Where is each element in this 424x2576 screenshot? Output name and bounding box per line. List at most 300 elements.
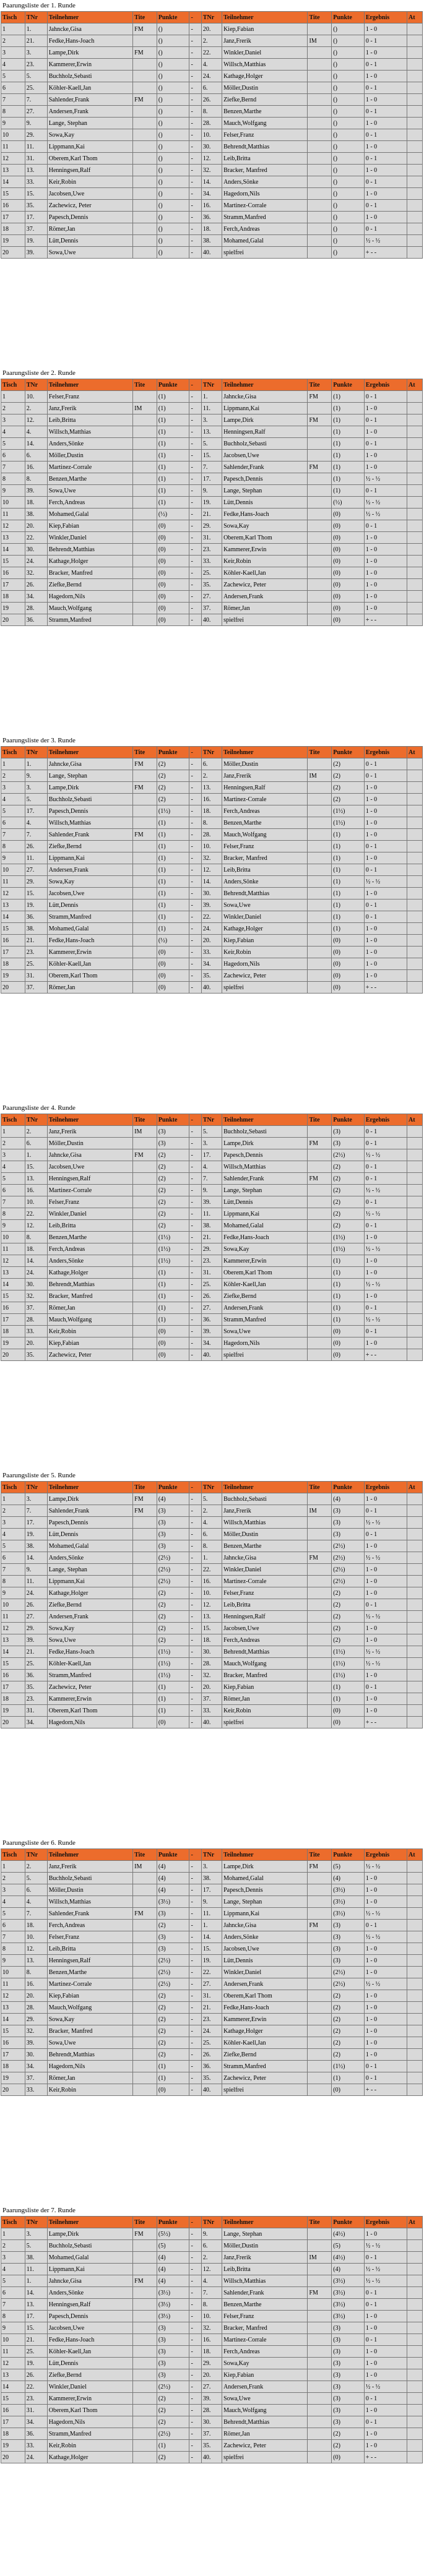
cell-points-white: (3½) (157, 2311, 189, 2322)
cell-points-white: (4) (157, 1873, 189, 1884)
table-row (1, 1576, 423, 1587)
cell-result: 1 - 0 (364, 2002, 407, 2014)
cell-tnr-black: 6. (201, 758, 222, 770)
cell-player-black: Keir,Robin (222, 947, 308, 958)
cell-at (407, 1576, 423, 1587)
cell-points-white: (2) (157, 2002, 189, 2014)
cell-points-black: (3) (332, 2381, 365, 2393)
cell-title-black (308, 591, 332, 603)
cell-at (407, 782, 423, 794)
cell-points-white: (1½) (157, 1255, 189, 1267)
cell-at (407, 1126, 423, 1138)
cell-result: 1 - 0 (364, 1705, 407, 1717)
cell-player-white: Willsch,Matthias (47, 817, 132, 829)
cell-player-black: Kiep,Fabian (222, 935, 308, 947)
cell-player-black: Möller,Dustin (222, 1529, 308, 1540)
cell-player-black: Sowa,Uwe (222, 1326, 308, 1337)
cell-tnr-black: 7. (201, 462, 222, 473)
cell-player-black: Stramm,Manfred (222, 212, 308, 223)
cell-title-white (133, 947, 157, 958)
column-header-points-white: Punkte (157, 379, 189, 391)
cell-separator: - (189, 1267, 201, 1279)
cell-player-white: Hagedorn,Nils (47, 591, 132, 603)
cell-at (407, 497, 423, 509)
cell-tnr-black: 3. (201, 1138, 222, 1149)
cell-title-white (133, 2061, 157, 2072)
cell-title-black (308, 176, 332, 188)
cell-points-white: (2) (157, 770, 189, 782)
cell-tisch: 1 (1, 2228, 25, 2240)
cell-tnr-white: 36. (25, 614, 47, 626)
cell-title-white (133, 165, 157, 176)
cell-at (407, 1931, 423, 1943)
cell-at (407, 841, 423, 852)
cell-title-black (308, 2264, 332, 2275)
cell-result: 1 - 0 (364, 2428, 407, 2440)
cell-points-white: (2) (157, 2049, 189, 2061)
cell-title-white (133, 1978, 157, 1990)
column-header-player-white: Teilnehmer (47, 1114, 132, 1126)
table-row (1, 24, 423, 35)
column-header-points-black: Punkte (332, 1482, 365, 1493)
cell-tisch: 16 (1, 1302, 25, 1314)
cell-points-black: (4) (332, 1873, 365, 1884)
cell-result: 1 - 0 (364, 1337, 407, 1349)
cell-player-white: Keir,Robin (47, 1326, 132, 1337)
cell-player-black: Sowa,Uwe (222, 2393, 308, 2405)
cell-tnr-black: 1. (201, 391, 222, 403)
cell-tnr-white: 26. (25, 841, 47, 852)
cell-points-black: (3½) (332, 2287, 365, 2299)
cell-player-white: Sowa,Uwe (47, 485, 132, 497)
cell-points-white: (2) (157, 782, 189, 794)
column-header-title-white: Tite (133, 2217, 157, 2228)
round-section (1, 1470, 424, 1837)
cell-tnr-white: 17. (25, 212, 47, 223)
cell-player-white: Bracker, Manfred (47, 567, 132, 579)
cell-tnr-white: 31. (25, 1705, 47, 1717)
cell-player-black: Felser,Franz (222, 2311, 308, 2322)
cell-player-black: Anders,Sönke (222, 176, 308, 188)
cell-points-black: (1½) (332, 2061, 365, 2072)
cell-points-black: (1½) (332, 1243, 365, 1255)
cell-points-white: (0) (157, 2084, 189, 2096)
cell-tnr-black: 26. (201, 1290, 222, 1302)
cell-tisch: 5 (1, 438, 25, 450)
cell-result: ½ - ½ (364, 1861, 407, 1873)
round-section (1, 0, 424, 367)
cell-at (407, 2287, 423, 2299)
cell-separator: - (189, 1126, 201, 1138)
cell-result: 1 - 0 (364, 462, 407, 473)
cell-tnr-black: 40. (201, 1717, 222, 1728)
cell-separator: - (189, 911, 201, 923)
cell-result: 0 - 1 (364, 2416, 407, 2428)
cell-points-black: (1) (332, 485, 365, 497)
cell-result: 0 - 1 (364, 1920, 407, 1931)
cell-player-white: Andersen,Frank (47, 864, 132, 876)
cell-title-black (308, 2393, 332, 2405)
cell-points-white: () (157, 47, 189, 59)
cell-tnr-black: 38. (201, 1873, 222, 1884)
table-row (1, 2452, 423, 2463)
cell-result: 1 - 0 (364, 782, 407, 794)
cell-points-black: (½) (332, 497, 365, 509)
cell-tnr-white: 14. (25, 1552, 47, 1564)
header-row (1, 2217, 423, 2228)
cell-tisch: 15 (1, 1658, 25, 1670)
cell-tisch: 4 (1, 2264, 25, 2275)
cell-points-white: (4) (157, 1861, 189, 1873)
cell-points-black: (1) (332, 1693, 365, 1705)
cell-result: 1 - 0 (364, 118, 407, 129)
cell-result: ½ - ½ (364, 235, 407, 247)
cell-tnr-white: 18. (25, 1243, 47, 1255)
cell-tnr-black: 27. (201, 1978, 222, 1990)
cell-tnr-black: 29. (201, 520, 222, 532)
cell-title-black (308, 1314, 332, 1326)
cell-title-black (308, 782, 332, 794)
table-row (1, 923, 423, 935)
cell-player-black: Ziefke,Bernd (222, 1290, 308, 1302)
cell-player-white: Kathage,Holger (47, 556, 132, 567)
cell-tnr-white: 38. (25, 509, 47, 520)
cell-title-white (133, 1349, 157, 1361)
cell-separator: - (189, 1349, 201, 1361)
cell-result: ½ - ½ (364, 2381, 407, 2393)
cell-title-black (308, 82, 332, 94)
cell-tnr-white: 22. (25, 532, 47, 544)
cell-tisch: 1 (1, 758, 25, 770)
column-header-points-white: Punkte (157, 1114, 189, 1126)
cell-player-black: Willsch,Matthias (222, 59, 308, 71)
cell-points-black: () (332, 71, 365, 82)
cell-player-white: Lampe,Dirk (47, 782, 132, 794)
cell-result: 1 - 0 (364, 2014, 407, 2025)
cell-title-white (133, 544, 157, 556)
cell-tisch: 8 (1, 473, 25, 485)
header-row (1, 379, 423, 391)
cell-player-white: Sahlender,Frank (47, 94, 132, 106)
cell-separator: - (189, 1208, 201, 1220)
cell-title-white (133, 1243, 157, 1255)
cell-player-white: Lippmann,Kai (47, 141, 132, 153)
cell-title-black (308, 200, 332, 212)
cell-points-black: (1) (332, 391, 365, 403)
cell-points-white: (0) (157, 544, 189, 556)
cell-tnr-black: 37. (201, 603, 222, 614)
column-header-at: At (407, 747, 423, 758)
cell-title-white (133, 59, 157, 71)
cell-tnr-white: 9. (25, 770, 47, 782)
table-row (1, 2334, 423, 2346)
cell-tnr-black: 23. (201, 1255, 222, 1267)
cell-player-white: Sowa,Kay (47, 876, 132, 888)
cell-tnr-white: 21. (25, 2334, 47, 2346)
cell-points-white: (3) (157, 1931, 189, 1943)
cell-points-white: (0) (157, 982, 189, 994)
cell-tnr-white: 37. (25, 223, 47, 235)
cell-title-white (133, 2346, 157, 2358)
cell-separator: - (189, 556, 201, 567)
cell-result: 1 - 0 (364, 947, 407, 958)
cell-title-white (133, 1279, 157, 1290)
cell-at (407, 2440, 423, 2452)
cell-title-white (133, 532, 157, 544)
cell-tisch: 19 (1, 1337, 25, 1349)
cell-at (407, 1587, 423, 1599)
cell-player-black: Leib,Britta (222, 153, 308, 165)
cell-tnr-white: 26. (25, 2369, 47, 2381)
cell-separator: - (189, 1576, 201, 1587)
cell-points-white: () (157, 94, 189, 106)
cell-tnr-black: 28. (201, 2405, 222, 2416)
cell-player-white: Willsch,Matthias (47, 1896, 132, 1908)
cell-points-black: (2) (332, 2025, 365, 2037)
cell-points-black: (3) (332, 2369, 365, 2381)
cell-points-black: (3) (332, 2405, 365, 2416)
cell-tnr-white: 4. (25, 817, 47, 829)
cell-tisch: 2 (1, 1505, 25, 1517)
cell-tnr-black: 20. (201, 2369, 222, 2381)
cell-separator: - (189, 462, 201, 473)
cell-points-white: (1) (157, 1302, 189, 1314)
cell-player-white: Leib,Britta (47, 1220, 132, 1232)
cell-result: 1 - 0 (364, 923, 407, 935)
cell-player-black: Kathage,Holger (222, 71, 308, 82)
cell-tisch: 6 (1, 817, 25, 829)
cell-tnr-white: 15. (25, 188, 47, 200)
cell-at (407, 509, 423, 520)
cell-points-white: (1) (157, 426, 189, 438)
cell-at (407, 403, 423, 414)
cell-player-black: Sowa,Kay (222, 1243, 308, 1255)
cell-tnr-white: 4. (25, 1896, 47, 1908)
table-row (1, 153, 423, 165)
cell-tnr-black: 30. (201, 1646, 222, 1658)
cell-player-white: Leib,Britta (47, 1943, 132, 1955)
column-header-tisch: Tisch (1, 379, 25, 391)
column-header-title-white: Tite (133, 1482, 157, 1493)
cell-player-black: Köhler-Kaell,Jan (222, 2037, 308, 2049)
cell-player-black: Jahncke,Gisa (222, 391, 308, 403)
column-header-separator: - (189, 747, 201, 758)
cell-tisch: 18 (1, 591, 25, 603)
cell-player-black: Stramm,Manfred (222, 1314, 308, 1326)
cell-player-white: Römer,Jan (47, 982, 132, 994)
cell-points-white: (2) (157, 1611, 189, 1623)
cell-player-black: Ferch,Andreas (222, 1634, 308, 1646)
cell-points-white: (3) (157, 1943, 189, 1955)
table-row (1, 1208, 423, 1220)
cell-title-white (133, 770, 157, 782)
cell-separator: - (189, 2452, 201, 2463)
column-header-separator: - (189, 1114, 201, 1126)
cell-title-black (308, 1967, 332, 1978)
cell-tisch: 5 (1, 1540, 25, 1552)
cell-result: 0 - 1 (364, 1326, 407, 1337)
cell-points-white: (2) (157, 1634, 189, 1646)
cell-title-black (308, 2228, 332, 2240)
cell-points-black: (1) (332, 1302, 365, 1314)
cell-player-white: Felser,Franz (47, 1196, 132, 1208)
cell-points-black: (2) (332, 1208, 365, 1220)
table-row (1, 403, 423, 414)
cell-points-black: (5) (332, 1861, 365, 1873)
cell-separator: - (189, 1681, 201, 1693)
cell-tisch: 14 (1, 2014, 25, 2025)
column-header-at: At (407, 1114, 423, 1126)
cell-tnr-black: 28. (201, 829, 222, 841)
table-row (1, 1646, 423, 1658)
cell-at (407, 829, 423, 841)
cell-tisch: 18 (1, 1693, 25, 1705)
cell-points-white: () (157, 223, 189, 235)
cell-at (407, 2275, 423, 2287)
table-row (1, 556, 423, 567)
table-row (1, 888, 423, 899)
cell-points-black: (3) (332, 2322, 365, 2334)
cell-result: 1 - 0 (364, 1943, 407, 1955)
table-row (1, 852, 423, 864)
cell-points-black: (3½) (332, 1908, 365, 1920)
cell-title-white (133, 82, 157, 94)
cell-tnr-black: 26. (201, 94, 222, 106)
cell-player-black: Lippmann,Kai (222, 1208, 308, 1220)
cell-player-black: Lange, Stephan (222, 2228, 308, 2240)
cell-result: ½ - ½ (364, 1978, 407, 1990)
table-row (1, 805, 423, 817)
cell-result: + - - (364, 247, 407, 259)
table-row (1, 2428, 423, 2440)
cell-title-black (308, 1149, 332, 1161)
cell-tnr-white: 36. (25, 911, 47, 923)
cell-tnr-black: 37. (201, 2428, 222, 2440)
cell-tnr-white: 16. (25, 1978, 47, 1990)
cell-tnr-white: 33. (25, 2084, 47, 2096)
column-header-points-black: Punkte (332, 1114, 365, 1126)
cell-tisch: 6 (1, 450, 25, 462)
cell-title-black (308, 2311, 332, 2322)
cell-at (407, 1564, 423, 1576)
cell-player-white: Zachewicz, Peter (47, 200, 132, 212)
header-row (1, 1849, 423, 1861)
round-title: Paarungsliste der 6. Runde (2, 1839, 76, 1847)
column-header-tisch: Tisch (1, 747, 25, 758)
cell-tnr-black: 27. (201, 2381, 222, 2393)
cell-result: 0 - 1 (364, 1138, 407, 1149)
cell-tnr-white: 34. (25, 1717, 47, 1728)
cell-tisch: 7 (1, 94, 25, 106)
cell-points-black: (2) (332, 794, 365, 805)
cell-points-black: (0) (332, 982, 365, 994)
cell-player-white: Jacobsen,Uwe (47, 888, 132, 899)
cell-points-black: (2) (332, 1587, 365, 1599)
table-row (1, 841, 423, 852)
cell-player-black: Keir,Robin (222, 1705, 308, 1717)
cell-at (407, 473, 423, 485)
cell-separator: - (189, 1670, 201, 1681)
cell-tisch: 12 (1, 520, 25, 532)
cell-points-black: (4½) (332, 2252, 365, 2264)
column-header-result: Ergebnis (364, 12, 407, 24)
cell-tnr-black: 16. (201, 2334, 222, 2346)
cell-tisch: 7 (1, 829, 25, 841)
cell-title-black (308, 2346, 332, 2358)
cell-tnr-white: 14. (25, 2287, 47, 2299)
cell-title-black (308, 817, 332, 829)
cell-tisch: 15 (1, 2025, 25, 2037)
cell-tnr-black: 29. (201, 1243, 222, 1255)
cell-result: 0 - 1 (364, 82, 407, 94)
cell-points-black: (3) (332, 1920, 365, 1931)
cell-tisch: 7 (1, 1564, 25, 1576)
cell-player-white: Lütt,Dennis (47, 899, 132, 911)
cell-title-white (133, 2428, 157, 2440)
cell-player-white: Lampe,Dirk (47, 2228, 132, 2240)
cell-title-black (308, 1185, 332, 1196)
column-header-separator: - (189, 12, 201, 24)
cell-title-black (308, 106, 332, 118)
cell-tnr-white: 1. (25, 758, 47, 770)
table-row (1, 603, 423, 614)
cell-points-black: (3) (332, 1138, 365, 1149)
cell-player-black: Hagedorn,Nils (222, 188, 308, 200)
cell-title-white (133, 794, 157, 805)
cell-tnr-black: 24. (201, 923, 222, 935)
cell-separator: - (189, 1138, 201, 1149)
cell-points-white: (2) (157, 2393, 189, 2405)
column-header-title-white: Tite (133, 379, 157, 391)
cell-at (407, 71, 423, 82)
cell-points-black: (2½) (332, 1564, 365, 1576)
cell-title-black (308, 1670, 332, 1681)
cell-points-white: (3) (157, 1529, 189, 1540)
cell-tnr-black: 35. (201, 579, 222, 591)
cell-points-black: (0) (332, 1705, 365, 1717)
cell-player-black: spielfrei (222, 1349, 308, 1361)
cell-points-white: (1) (157, 2072, 189, 2084)
table-row (1, 212, 423, 223)
cell-tnr-black: 11. (201, 1208, 222, 1220)
cell-player-white: Kathage,Holger (47, 1267, 132, 1279)
cell-tnr-white: 12. (25, 414, 47, 426)
column-header-at: At (407, 1849, 423, 1861)
cell-player-white: Stramm,Manfred (47, 614, 132, 626)
cell-points-white: (3) (157, 2322, 189, 2334)
cell-result: 0 - 1 (364, 129, 407, 141)
cell-player-white: Papesch,Dennis (47, 805, 132, 817)
cell-separator: - (189, 2405, 201, 2416)
cell-title-black (308, 2037, 332, 2049)
cell-title-white: FM (133, 47, 157, 59)
cell-separator: - (189, 473, 201, 485)
cell-tnr-black: 11. (201, 1908, 222, 1920)
cell-tisch: 13 (1, 165, 25, 176)
cell-tnr-white: 30. (25, 2049, 47, 2061)
cell-title-white (133, 1658, 157, 1670)
cell-player-black: spielfrei (222, 1717, 308, 1728)
cell-tisch: 9 (1, 485, 25, 497)
cell-tnr-white: 21. (25, 35, 47, 47)
cell-player-black: Martinez-Corrale (222, 1576, 308, 1587)
cell-title-black (308, 2299, 332, 2311)
cell-at (407, 1185, 423, 1196)
cell-title-black (308, 2275, 332, 2287)
cell-title-black (308, 2061, 332, 2072)
cell-title-white (133, 2393, 157, 2405)
cell-player-white: Papesch,Dennis (47, 2311, 132, 2322)
